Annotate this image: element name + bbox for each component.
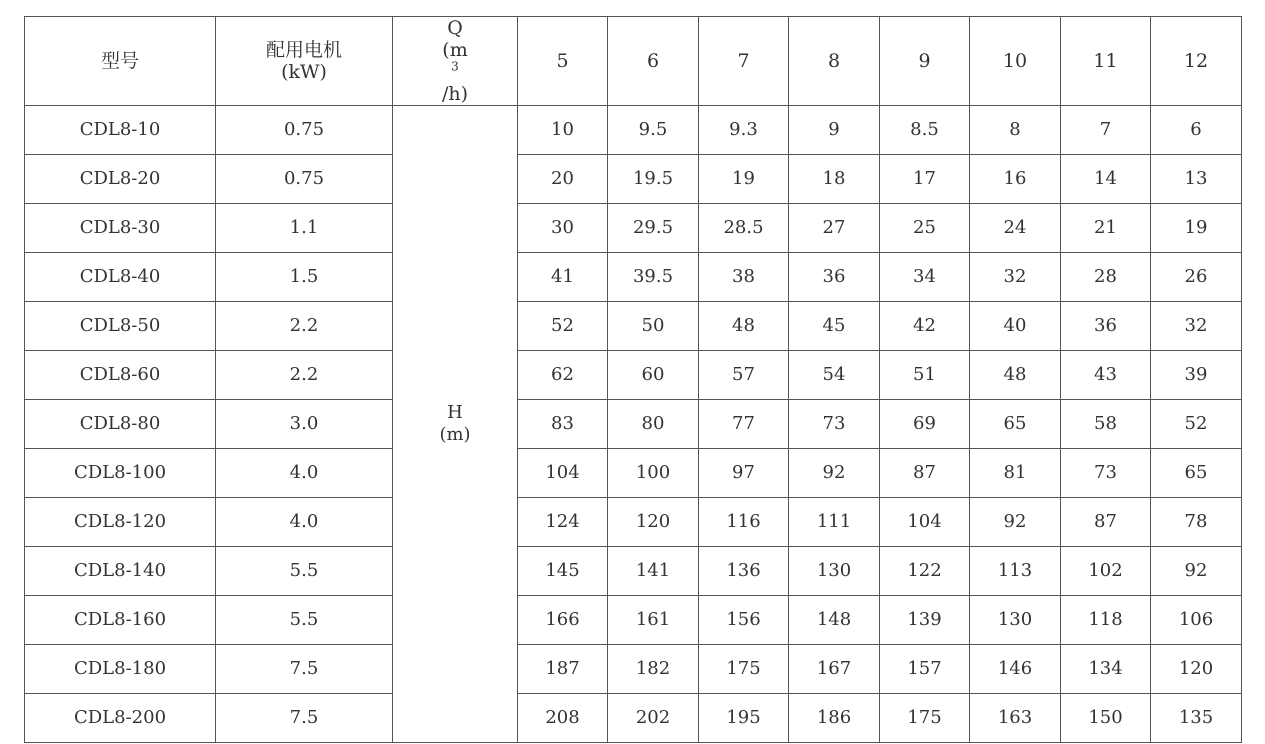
head-value-cell: 92 xyxy=(1151,547,1242,596)
model-cell: CDL8-80 xyxy=(25,400,216,449)
motor-power-cell: 3.0 xyxy=(216,400,393,449)
head-label-cell xyxy=(393,106,518,743)
head-value-cell: 29.5 xyxy=(608,204,699,253)
head-value-cell: 57 xyxy=(699,351,789,400)
table-row xyxy=(25,498,1242,547)
flow-value-header: 6 xyxy=(608,17,699,106)
model-cell: CDL8-60 xyxy=(25,351,216,400)
model-cell: CDL8-40 xyxy=(25,253,216,302)
head-value-cell: 146 xyxy=(970,645,1061,694)
head-value-cell: 36 xyxy=(789,253,880,302)
head-value-cell: 8 xyxy=(970,106,1061,155)
head-value-cell: 34 xyxy=(880,253,970,302)
motor-power-cell: 5.5 xyxy=(216,596,393,645)
head-value-cell: 161 xyxy=(608,596,699,645)
model-cell: CDL8-100 xyxy=(25,449,216,498)
head-value-cell: 116 xyxy=(699,498,789,547)
table-row xyxy=(25,400,1242,449)
motor-power-cell: 4.0 xyxy=(216,498,393,547)
model-header: 型号 xyxy=(25,17,216,106)
header-row xyxy=(25,17,1242,106)
head-value-cell: 65 xyxy=(970,400,1061,449)
flow-header xyxy=(393,17,518,106)
head-value-cell: 77 xyxy=(699,400,789,449)
head-value-cell: 9.3 xyxy=(699,106,789,155)
table-row xyxy=(25,596,1242,645)
head-value-cell: 187 xyxy=(518,645,608,694)
head-value-cell: 163 xyxy=(970,694,1061,743)
head-value-cell: 118 xyxy=(1061,596,1151,645)
flow-value-header: 5 xyxy=(518,17,608,106)
table-row xyxy=(25,253,1242,302)
model-cell: CDL8-30 xyxy=(25,204,216,253)
head-value-cell: 182 xyxy=(608,645,699,694)
head-value-cell: 32 xyxy=(970,253,1061,302)
table-row xyxy=(25,694,1242,743)
motor-power-cell: 5.5 xyxy=(216,547,393,596)
flow-value-header: 7 xyxy=(699,17,789,106)
head-value-cell: 19 xyxy=(699,155,789,204)
head-value-cell: 17 xyxy=(880,155,970,204)
model-cell: CDL8-20 xyxy=(25,155,216,204)
head-value-cell: 175 xyxy=(880,694,970,743)
flow-value-header: 12 xyxy=(1151,17,1242,106)
head-value-cell: 19 xyxy=(1151,204,1242,253)
model-cell: CDL8-200 xyxy=(25,694,216,743)
head-value-cell: 102 xyxy=(1061,547,1151,596)
head-value-cell: 25 xyxy=(880,204,970,253)
head-value-cell: 120 xyxy=(608,498,699,547)
head-value-cell: 14 xyxy=(1061,155,1151,204)
head-value-cell: 139 xyxy=(880,596,970,645)
table-row xyxy=(25,302,1242,351)
head-value-cell: 54 xyxy=(789,351,880,400)
head-value-cell: 150 xyxy=(1061,694,1151,743)
head-value-cell: 36 xyxy=(1061,302,1151,351)
head-value-cell: 111 xyxy=(789,498,880,547)
head-value-cell: 92 xyxy=(970,498,1061,547)
head-value-cell: 48 xyxy=(970,351,1061,400)
motor-power-cell: 2.2 xyxy=(216,302,393,351)
head-value-cell: 130 xyxy=(970,596,1061,645)
head-value-cell: 20 xyxy=(518,155,608,204)
motor-power-cell: 1.1 xyxy=(216,204,393,253)
head-value-cell: 83 xyxy=(518,400,608,449)
head-value-cell: 157 xyxy=(880,645,970,694)
head-value-cell: 195 xyxy=(699,694,789,743)
head-value-cell: 8.5 xyxy=(880,106,970,155)
flow-header-unit: (m $^3$ /h) xyxy=(441,39,469,105)
motor-header-label: 配用电机 xyxy=(265,39,342,61)
head-value-cell: 141 xyxy=(608,547,699,596)
head-value-cell: 167 xyxy=(789,645,880,694)
head-value-cell: 45 xyxy=(789,302,880,351)
head-unit: (m) xyxy=(439,424,471,445)
head-value-cell: 51 xyxy=(880,351,970,400)
head-value-cell: 18 xyxy=(789,155,880,204)
head-value-cell: 208 xyxy=(518,694,608,743)
motor-power-cell: 1.5 xyxy=(216,253,393,302)
head-value-cell: 39.5 xyxy=(608,253,699,302)
motor-power-cell: 7.5 xyxy=(216,694,393,743)
table-row xyxy=(25,351,1242,400)
flow-value-header: 9 xyxy=(880,17,970,106)
head-value-cell: 7 xyxy=(1061,106,1151,155)
head-value-cell: 16 xyxy=(970,155,1061,204)
head-value-cell: 62 xyxy=(518,351,608,400)
head-value-cell: 13 xyxy=(1151,155,1242,204)
motor-power-cell: 2.2 xyxy=(216,351,393,400)
head-value-cell: 21 xyxy=(1061,204,1151,253)
head-value-cell: 27 xyxy=(789,204,880,253)
head-value-cell: 43 xyxy=(1061,351,1151,400)
head-value-cell: 24 xyxy=(970,204,1061,253)
head-value-cell: 52 xyxy=(518,302,608,351)
head-value-cell: 69 xyxy=(880,400,970,449)
model-cell: CDL8-50 xyxy=(25,302,216,351)
head-value-cell: 136 xyxy=(699,547,789,596)
head-value-cell: 122 xyxy=(880,547,970,596)
performance-table xyxy=(24,16,1242,743)
head-value-cell: 73 xyxy=(789,400,880,449)
head-value-cell: 30 xyxy=(518,204,608,253)
model-cell: CDL8-160 xyxy=(25,596,216,645)
head-value-cell: 135 xyxy=(1151,694,1242,743)
head-value-cell: 104 xyxy=(518,449,608,498)
head-value-cell: 58 xyxy=(1061,400,1151,449)
table-row xyxy=(25,204,1242,253)
head-value-cell: 78 xyxy=(1151,498,1242,547)
head-value-cell: 32 xyxy=(1151,302,1242,351)
motor-header xyxy=(216,17,393,106)
head-value-cell: 38 xyxy=(699,253,789,302)
head-value-cell: 60 xyxy=(608,351,699,400)
head-value-cell: 130 xyxy=(789,547,880,596)
head-value-cell: 87 xyxy=(880,449,970,498)
flow-header-symbol: Q xyxy=(447,17,463,39)
head-value-cell: 120 xyxy=(1151,645,1242,694)
model-cell: CDL8-180 xyxy=(25,645,216,694)
head-value-cell: 166 xyxy=(518,596,608,645)
head-value-cell: 202 xyxy=(608,694,699,743)
head-value-cell: 50 xyxy=(608,302,699,351)
head-value-cell: 40 xyxy=(970,302,1061,351)
head-value-cell: 48 xyxy=(699,302,789,351)
head-value-cell: 19.5 xyxy=(608,155,699,204)
head-value-cell: 10 xyxy=(518,106,608,155)
head-value-cell: 42 xyxy=(880,302,970,351)
head-value-cell: 113 xyxy=(970,547,1061,596)
head-value-cell: 81 xyxy=(970,449,1061,498)
head-value-cell: 156 xyxy=(699,596,789,645)
motor-power-cell: 4.0 xyxy=(216,449,393,498)
model-cell: CDL8-10 xyxy=(25,106,216,155)
motor-power-cell: 0.75 xyxy=(216,155,393,204)
head-value-cell: 73 xyxy=(1061,449,1151,498)
table-row xyxy=(25,645,1242,694)
head-value-cell: 134 xyxy=(1061,645,1151,694)
head-value-cell: 100 xyxy=(608,449,699,498)
head-value-cell: 145 xyxy=(518,547,608,596)
head-value-cell: 175 xyxy=(699,645,789,694)
head-value-cell: 39 xyxy=(1151,351,1242,400)
table-row xyxy=(25,449,1242,498)
head-value-cell: 41 xyxy=(518,253,608,302)
head-value-cell: 65 xyxy=(1151,449,1242,498)
head-value-cell: 9.5 xyxy=(608,106,699,155)
table-body xyxy=(25,106,1242,743)
table-row xyxy=(25,106,1242,155)
head-value-cell: 28 xyxy=(1061,253,1151,302)
model-cell: CDL8-120 xyxy=(25,498,216,547)
head-value-cell: 87 xyxy=(1061,498,1151,547)
motor-power-cell: 7.5 xyxy=(216,645,393,694)
head-value-cell: 9 xyxy=(789,106,880,155)
head-value-cell: 124 xyxy=(518,498,608,547)
head-value-cell: 28.5 xyxy=(699,204,789,253)
table-row xyxy=(25,155,1242,204)
motor-header-unit: (kW) xyxy=(281,61,327,83)
table-row xyxy=(25,547,1242,596)
head-value-cell: 148 xyxy=(789,596,880,645)
motor-power-cell: 0.75 xyxy=(216,106,393,155)
flow-value-header: 10 xyxy=(970,17,1061,106)
head-value-cell: 186 xyxy=(789,694,880,743)
head-value-cell: 92 xyxy=(789,449,880,498)
head-value-cell: 26 xyxy=(1151,253,1242,302)
head-value-cell: 6 xyxy=(1151,106,1242,155)
flow-value-header: 8 xyxy=(789,17,880,106)
head-value-cell: 104 xyxy=(880,498,970,547)
head-value-cell: 97 xyxy=(699,449,789,498)
head-symbol: H xyxy=(447,402,463,423)
head-value-cell: 52 xyxy=(1151,400,1242,449)
head-value-cell: 106 xyxy=(1151,596,1242,645)
head-value-cell: 80 xyxy=(608,400,699,449)
model-cell: CDL8-140 xyxy=(25,547,216,596)
flow-value-header: 11 xyxy=(1061,17,1151,106)
